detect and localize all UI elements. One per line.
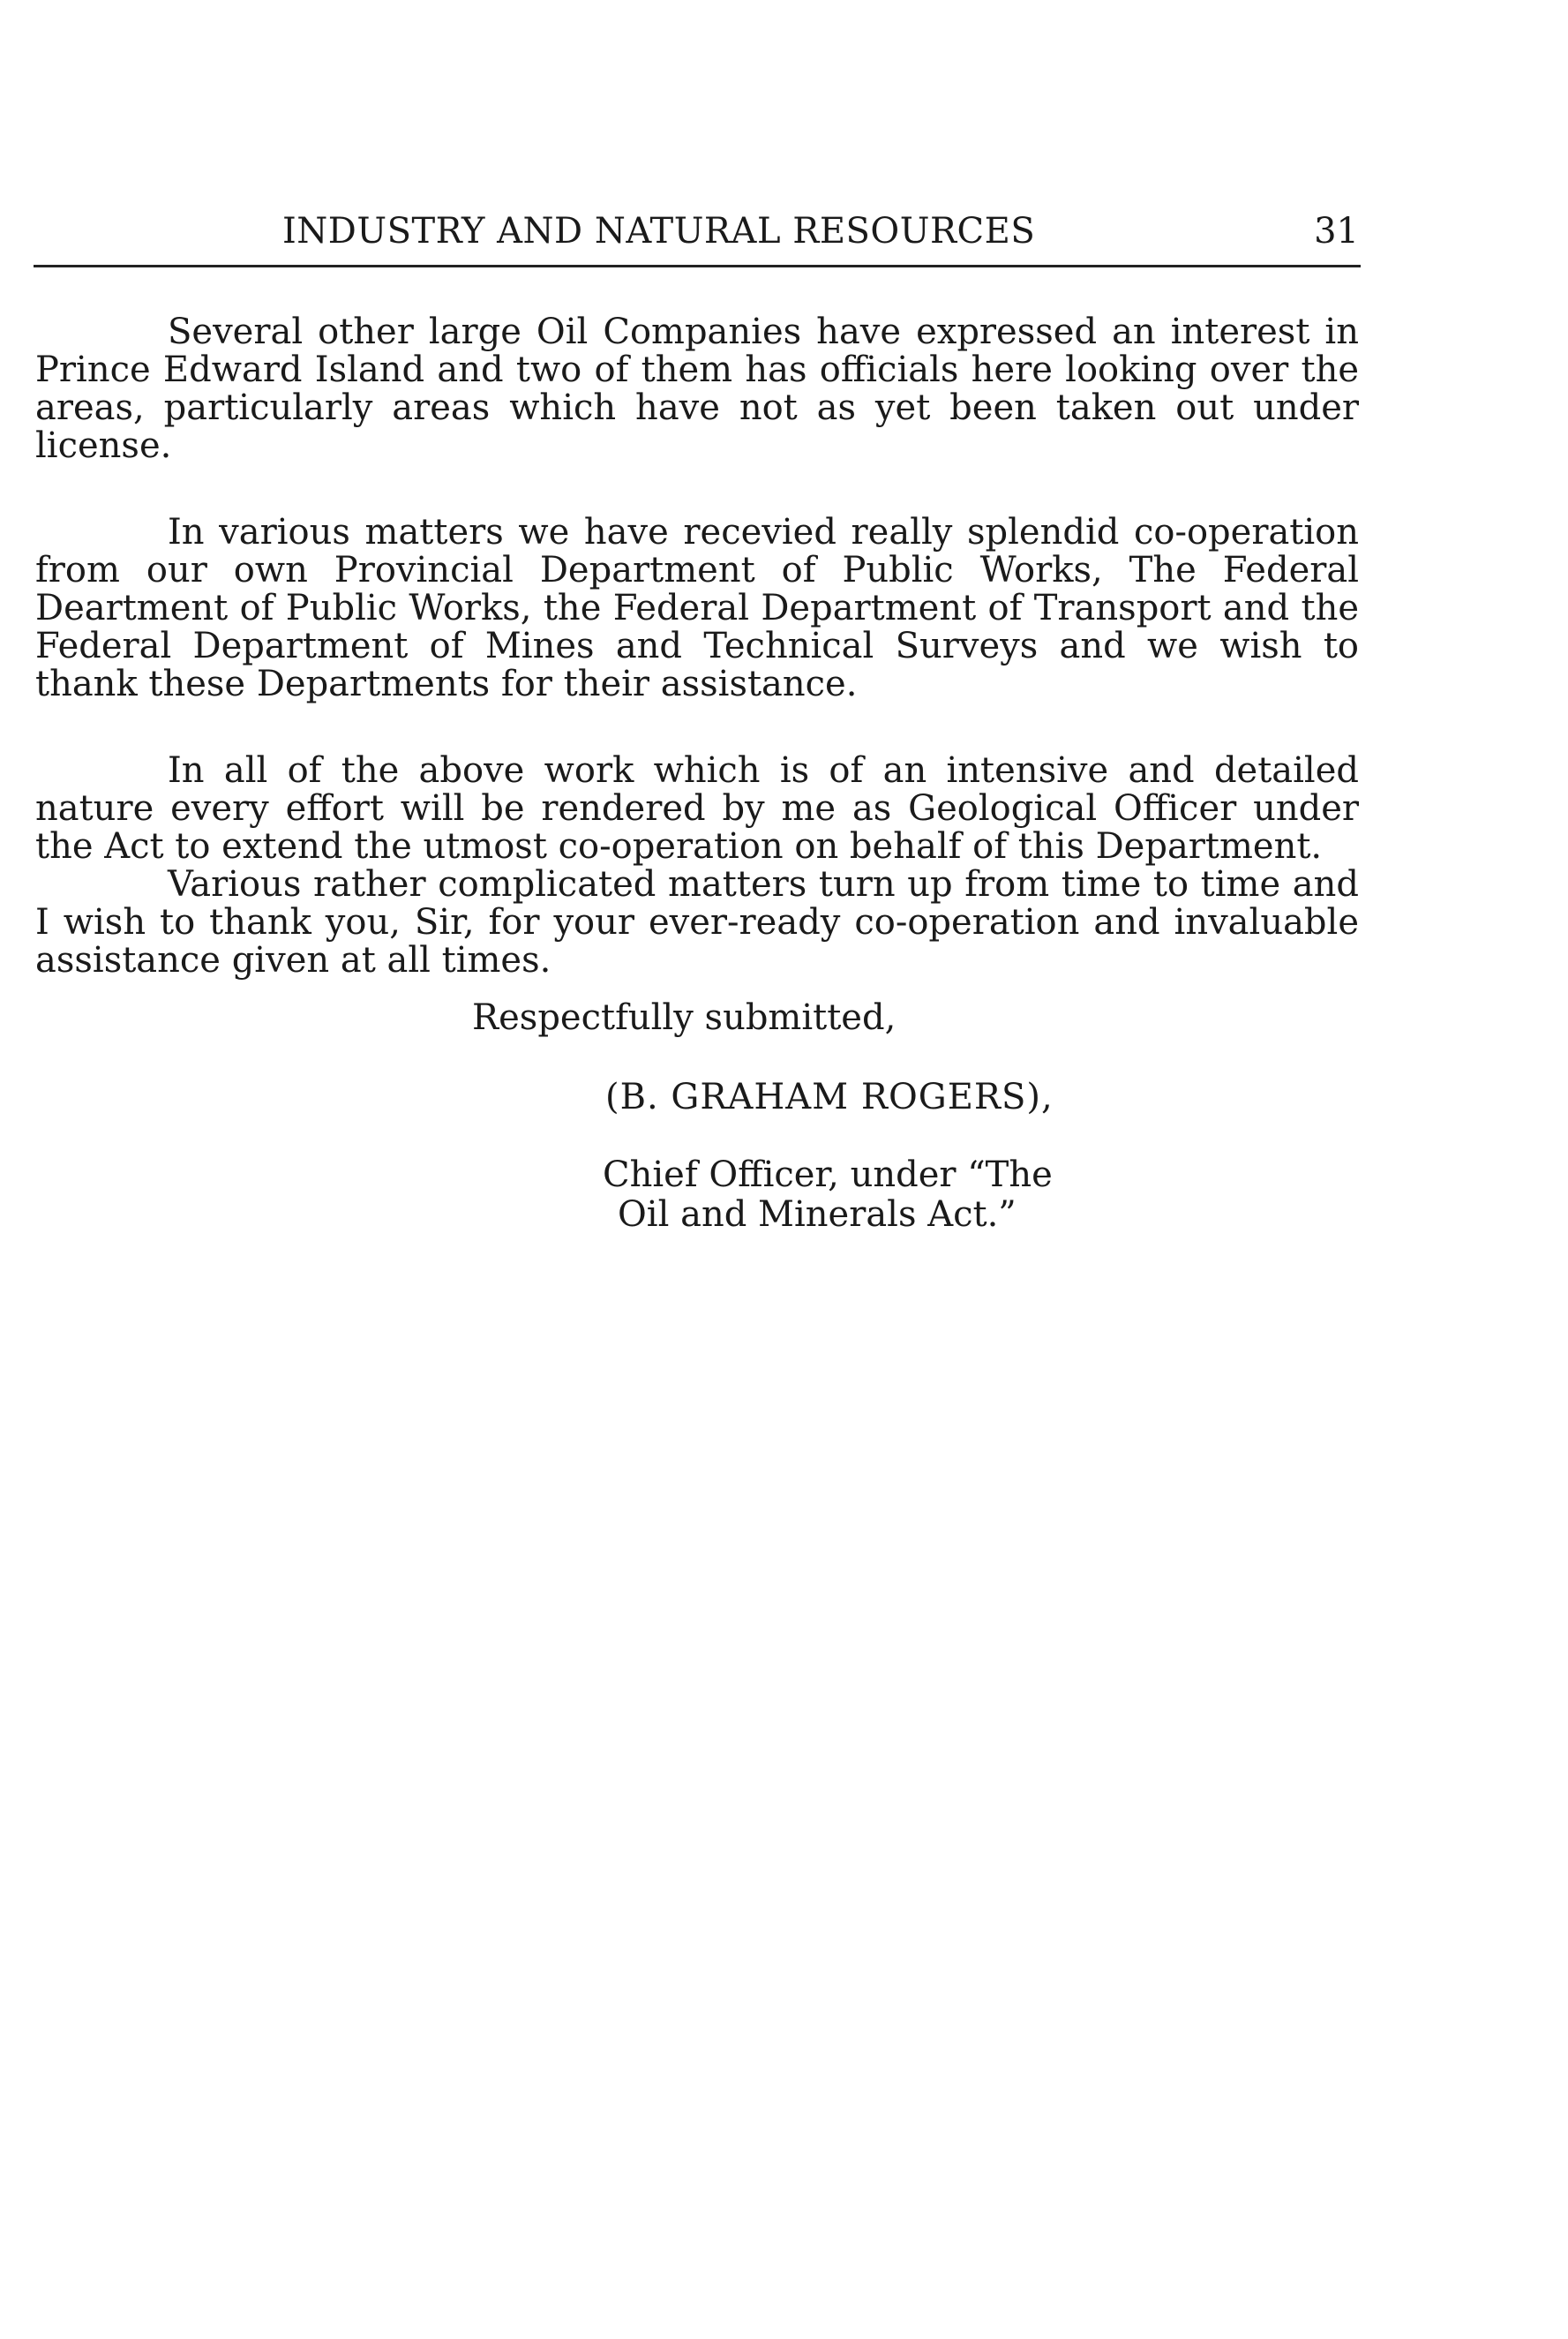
paragraph: Various rather complicated matters turn up from time to time and I wish to thank you, Sir, for your ever-ready co-operation and invaluable assistance given at all times. — [35, 864, 1359, 981]
signatory-title-line-2: Oil and Minerals Act.” — [618, 1194, 1017, 1235]
signatory-title-line-1: Chief Officer, under “The — [603, 1154, 1053, 1195]
valediction: Respectfully submitted, — [472, 997, 897, 1038]
body-text — [35, 313, 1359, 980]
header-rule — [34, 265, 1361, 267]
paragraph: In various matters we have recevied really splendid co-operation from our own Provincial Department of Public Works, The Federal Deartment of Public Works, the Federal Department of Transport and the Federal Department of Mines and Technical Surveys and we wish to thank these Departments for their assistance. — [35, 512, 1359, 704]
signatory-name: (B. GRAHAM ROGERS), — [605, 1077, 1054, 1117]
paragraph: In all of the above work which is of an intensive and detailed nature every effort will be rendered by me as Geological Officer under the Act to extend the utmost co-operation on behalf of this Department. — [35, 750, 1359, 867]
running-title: INDUSTRY AND NATURAL RESOURCES — [282, 211, 1036, 252]
running-head — [35, 205, 1359, 258]
paragraph: Several other large Oil Companies have expressed an interest in Prince Edward Island and two of them has officials here looking over the areas, particularly areas which have not as yet been taken out under license. — [35, 312, 1359, 466]
page-number: 31 — [1314, 211, 1359, 252]
